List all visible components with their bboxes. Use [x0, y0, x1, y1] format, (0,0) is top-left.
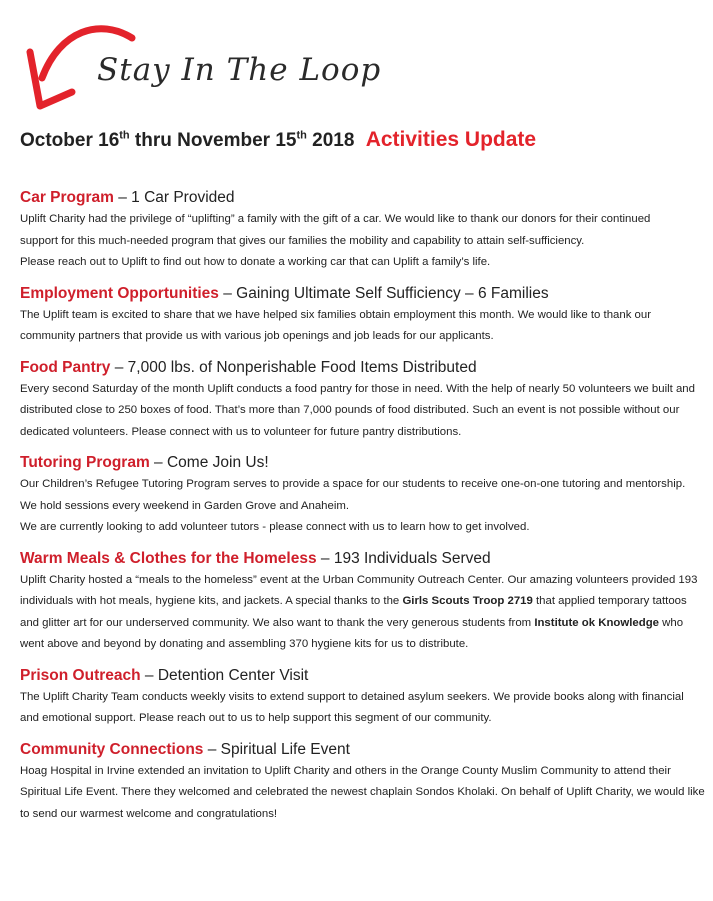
- section-heading: Tutoring Program – Come Join Us!: [20, 454, 269, 471]
- paragraph-line: Uplift Charity hosted a “meals to the homeless” event at the Urban Community Outreach Center. Our amazing volunteers provided 193: [20, 573, 698, 586]
- paragraph-line: support for this much-needed program that gives our families the mobility and capability to attain self-sufficiency.: [20, 234, 585, 247]
- section-heading: Food Pantry – 7,000 lbs. of Nonperishable Food Items Distributed: [20, 358, 477, 376]
- paragraph-line: Please reach out to Uplift to find out how to donate a working car that can Uplift a family’s life.: [20, 256, 491, 268]
- stay-in-the-loop-title: Stay In The Loop: [97, 52, 382, 88]
- activities-list: [20, 187, 705, 834]
- section-warm-meals: [20, 548, 705, 656]
- section-employment-opportunities: [20, 283, 705, 348]
- date-range-heading: October 16th thru November 15th 2018 Activities Update: [20, 128, 537, 151]
- banner: [0, 0, 713, 125]
- section-car-program: [20, 187, 705, 274]
- section-heading: Employment Opportunities – Gaining Ultimate Self Sufficiency – 6 Families: [20, 284, 549, 302]
- paragraph-line: community partners that provide us with various job openings and job leads for our applicants.: [20, 330, 494, 342]
- activities-update-label: Activities Update: [365, 128, 537, 151]
- paragraph-line: Our Children’s Refugee Tutoring Program serves to provide a space for our students to receive one-on-one tutoring and mentorship.: [20, 478, 686, 490]
- paragraph-line: dedicated volunteers. Please connect with us to volunteer for future pantry distributions.: [20, 425, 462, 438]
- paragraph-line: Uplift Charity had the privilege of “uplifting” a family with the gift of a car. We would like to thank our donors for their continued: [20, 213, 651, 225]
- section-heading: Community Connections – Spiritual Life Event: [20, 740, 350, 758]
- section-prison-outreach: [20, 665, 705, 730]
- girl-scouts-name: Girls Scouts Troop 2719: [402, 595, 533, 607]
- paragraph-line: Spiritual Life Event. There they welcomed and celebrated the newest chaplain Sondos Kholaki. On behalf of Uplift Charity, we would like: [20, 786, 705, 798]
- section-heading: Prison Outreach – Detention Center Visit: [20, 666, 309, 684]
- paragraph-line: individuals with hot meals, hygiene kits, and jackets. A special thanks to the Girls Scouts Troop 2719 that applied temporary tattoos: [20, 595, 687, 607]
- section-tutoring-program: [20, 452, 705, 539]
- paragraph-line: distributed close to 250 boxes of food. That’s more than 7,000 pounds of food distributed. Such an event is not possible without our: [20, 404, 680, 416]
- institute-name: Institute ok Knowledge: [534, 616, 659, 629]
- paragraph-line: to send our warmest welcome and congratulations!: [20, 807, 278, 820]
- paragraph-line: The Uplift Charity Team conducts weekly visits to extend support to detained asylum seekers. We provide books along with financial: [20, 690, 684, 703]
- paragraph-line: went above and beyond by donating and assembling 370 hygiene kits for us to distribute.: [20, 638, 469, 650]
- section-heading: Car Program – 1 Car Provided: [20, 189, 235, 206]
- paragraph-line: Hoag Hospital in Irvine extended an invitation to Uplift Charity and others in the Orange County Muslim Community to attend their: [20, 764, 671, 777]
- section-community-connections: [20, 739, 705, 826]
- paragraph-line: and glitter art for our underserved community. We also want to thank the very generous students from Institute ok Knowledge who: [20, 616, 684, 629]
- paragraph-line: Every second Saturday of the month Uplift conducts a food pantry for those in need. With the help of nearly 50 volunteers we built and: [20, 382, 695, 395]
- paragraph-line: The Uplift team is excited to share that we have helped six families obtain employment this month. We would like to thank our: [20, 308, 652, 321]
- paragraph-line: We are currently looking to add volunteer tutors - please connect with us to learn how to get involved.: [20, 521, 530, 533]
- section-food-pantry: [20, 357, 705, 444]
- paragraph-line: and emotional support. Please reach out to us to help support this segment of our community.: [20, 712, 492, 724]
- section-heading: Warm Meals & Clothes for the Homeless – 193 Individuals Served: [20, 549, 491, 567]
- paragraph-line: We hold sessions every weekend in Garden Grove and Anaheim.: [20, 499, 350, 512]
